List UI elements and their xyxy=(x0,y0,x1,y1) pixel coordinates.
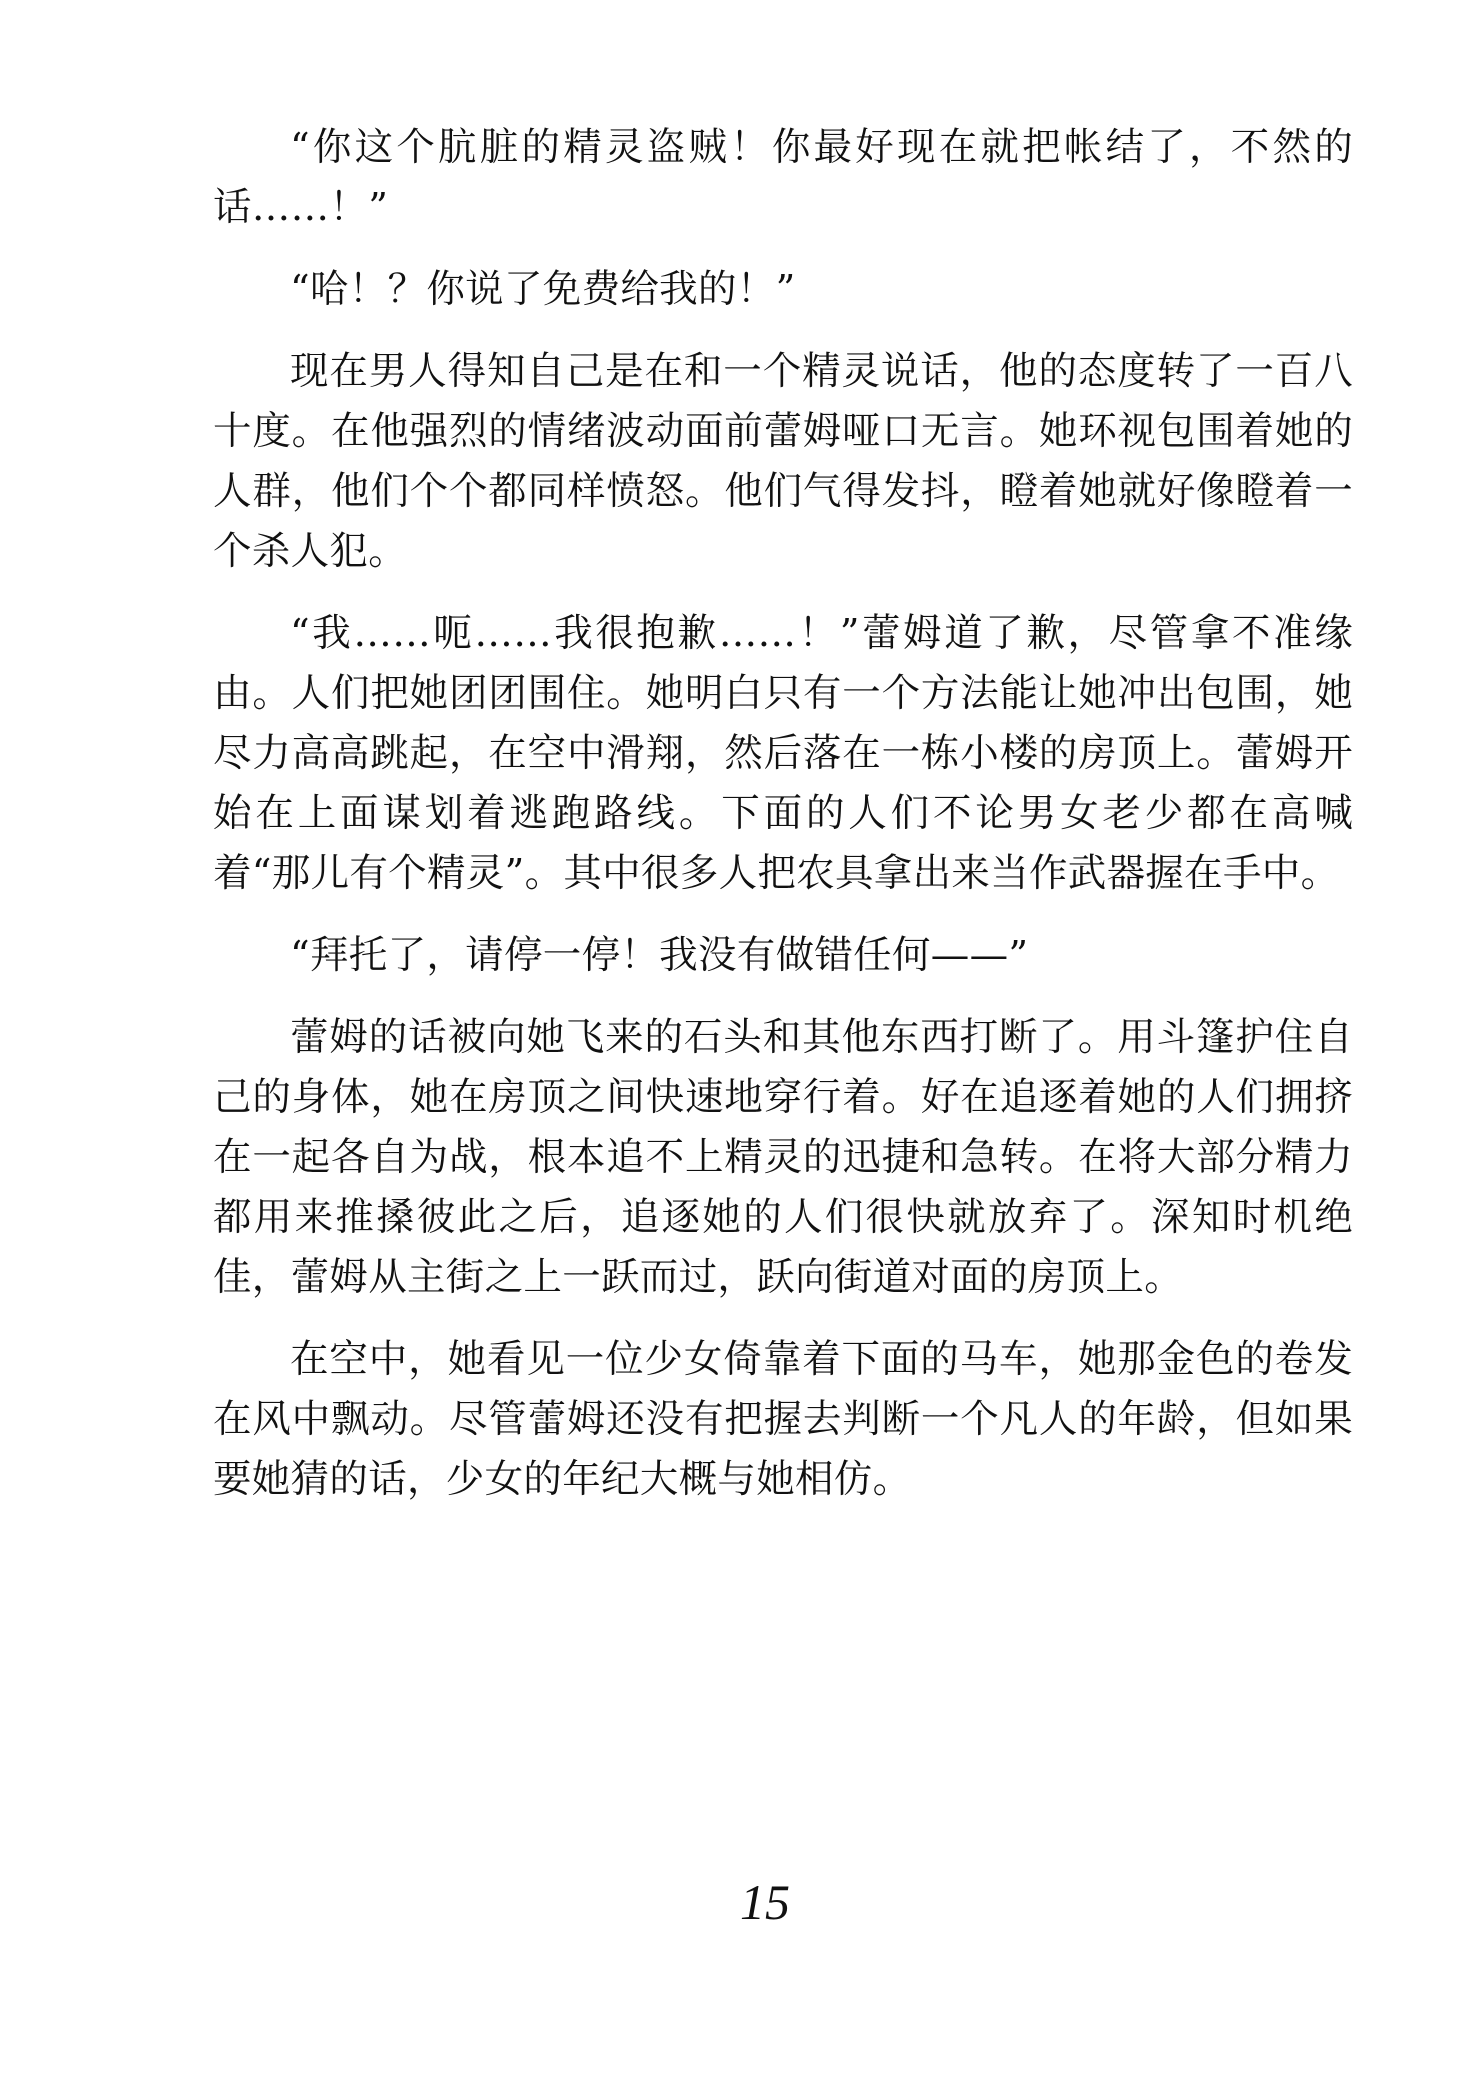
page-number: 15 xyxy=(740,1874,790,1930)
paragraph-2: “哈！？你说了免费给我的！” xyxy=(290,267,796,312)
paragraph-3: 现在男人得知自己是在和一个精灵说话，他的态度转了一百八十度。在他强烈的情绪波动面前蕾姆哑口无言。她环视包围着她的人群，他们个个都同样愤怒。他们气得发抖，瞪着她就好像瞪着一个杀人犯。 xyxy=(213,349,1353,574)
paragraph-1: “你这个肮脏的精灵盗贼！你最好现在就把帐结了，不然的话……！” xyxy=(213,125,1353,230)
body-text xyxy=(213,118,1353,1532)
paragraph-5: “拜托了，请停一停！我没有做错任何——” xyxy=(290,933,1029,978)
paragraph-6: 蕾姆的话被向她飞来的石头和其他东西打断了。用斗篷护住自己的身体，她在房顶之间快速地穿行着。好在追逐着她的人们拥挤在一起各自为战，根本追不上精灵的迅捷和急转。在将大部分精力都用来推搡彼此之后，追逐她的人们很快就放弃了。深知时机绝佳，蕾姆从主街之上一跃而过，跃向街道对面的房顶上。 xyxy=(213,1015,1353,1300)
paragraph-4: “我……呃……我很抱歉……！”蕾姆道了歉，尽管拿不准缘由。人们把她团团围住。她明白只有一个方法能让她冲出包围，她尽力高高跳起，在空中滑翔，然后落在一栋小楼的房顶上。蕾姆开始在上面谋划着逃跑路线。下面的人们不论男女老少都在高喊着“那儿有个精灵”。其中很多人把农具拿出来当作武器握在手中。 xyxy=(213,611,1353,896)
paragraph-7: 在空中，她看见一位少女倚靠着下面的马车，她那金色的卷发在风中飘动。尽管蕾姆还没有把握去判断一个凡人的年龄，但如果要她猜的话，少女的年纪大概与她相仿。 xyxy=(213,1337,1353,1502)
